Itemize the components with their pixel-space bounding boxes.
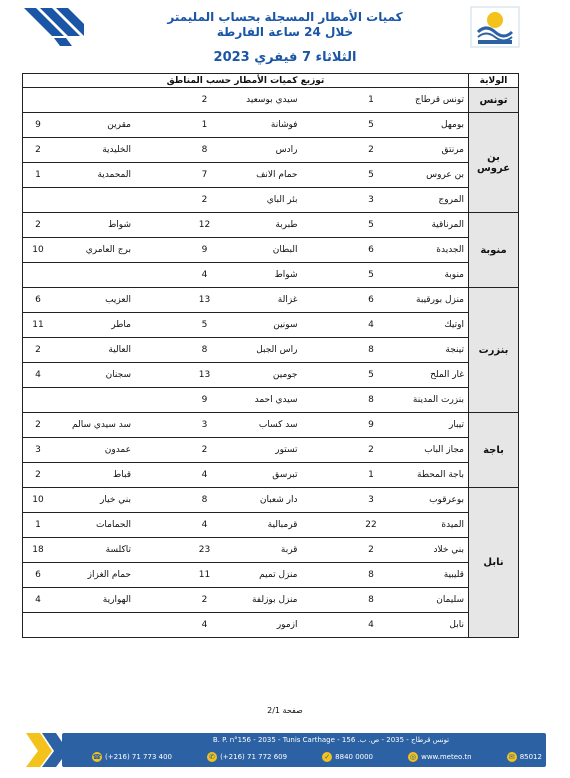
station-value: 6 (35, 295, 41, 305)
page-number: صفحة 2/1 (267, 706, 303, 715)
stations-cell (23, 138, 469, 163)
table-row (23, 113, 519, 138)
station-value: 2 (35, 420, 41, 430)
stations-cell (23, 188, 469, 213)
table-row (23, 313, 519, 338)
footer (26, 727, 546, 769)
title-line-2: خلال 24 ساعة الفارطة (216, 25, 354, 39)
table-row (23, 588, 519, 613)
station-name: سد سيدي سالم (71, 420, 131, 430)
station-value: 3 (201, 420, 208, 430)
station-name: بوعرقوب (429, 495, 464, 505)
station-name: منوبة (444, 270, 464, 280)
station-value: 6 (35, 570, 41, 580)
station-name: بومهل (441, 120, 464, 130)
station-name: عمدون (104, 445, 131, 455)
table-row (23, 188, 519, 213)
table-row (23, 388, 519, 413)
station-value: 8 (368, 595, 374, 605)
station-value: 13 (198, 295, 211, 305)
title-line-1: كميات الأمطار المسجلة بحساب المليمتر (167, 10, 403, 24)
station-value: 4 (368, 320, 374, 330)
station-value: 5 (368, 120, 374, 130)
table-row (23, 488, 519, 513)
wilaya-cell: نابل (469, 488, 519, 638)
station-value: 11 (32, 320, 44, 330)
stations-cell (23, 563, 469, 588)
footer-contact (207, 752, 287, 762)
station-value: 7 (201, 170, 208, 180)
station-value: 1 (35, 520, 41, 530)
station-value: 1 (35, 170, 41, 180)
stations-cell (23, 338, 469, 363)
footer-contact (507, 752, 542, 762)
stations-cell (23, 313, 469, 338)
stations-cell (23, 538, 469, 563)
table-row (23, 213, 519, 238)
footer-contact (322, 752, 373, 762)
station-value: 5 (201, 320, 208, 330)
station-value: 4 (201, 270, 208, 280)
station-name: دار شعبان (259, 495, 298, 505)
station-name: مقرين (107, 120, 131, 130)
station-value: 12 (198, 220, 211, 230)
station-value: 2 (201, 595, 208, 605)
station-value: 8 (201, 495, 208, 505)
station-name: أوتيك (444, 320, 464, 330)
station-value: 5 (368, 370, 374, 380)
stations-cell (23, 588, 469, 613)
station-name: مجاز الباب (424, 445, 464, 455)
station-name: منزل تميم (259, 570, 298, 580)
station-name: حمام الانف (256, 170, 298, 180)
station-name: برج العامري (85, 245, 131, 255)
station-value: 1 (201, 120, 208, 130)
wilaya-cell: باجة (469, 413, 519, 488)
station-value: 2 (368, 445, 374, 455)
station-value: 10 (32, 245, 44, 255)
station-name: المحمدية (97, 170, 131, 180)
stations-cell (23, 288, 469, 313)
footer-contact (92, 752, 172, 762)
station-name: الحمامات (95, 520, 131, 530)
stations-cell (23, 363, 469, 388)
station-name: تبرسق (272, 470, 298, 480)
stations-cell (23, 113, 469, 138)
station-name: المرناقية (431, 220, 464, 230)
station-name: تيبار (448, 420, 464, 430)
station-value: 4 (201, 470, 208, 480)
station-value: 3 (368, 195, 374, 205)
station-name: بني خلاد (433, 545, 464, 555)
station-value: 5 (368, 270, 374, 280)
stations-cell (23, 613, 469, 638)
stations-cell (23, 438, 469, 463)
table-row (23, 538, 519, 563)
station-value: 9 (201, 245, 208, 255)
table-row (23, 613, 519, 638)
station-name: بن عروس (426, 170, 464, 180)
station-name: طبربة (275, 220, 298, 230)
station-name: قربة (280, 545, 298, 555)
station-value: 3 (368, 495, 374, 505)
station-name: رادس (275, 145, 298, 155)
table-row (23, 338, 519, 363)
station-value: 9 (35, 120, 41, 130)
rainfall-table (22, 73, 519, 638)
station-name: سيدي أحمد (254, 395, 298, 405)
stations-cell (23, 213, 469, 238)
station-value: 4 (201, 620, 208, 630)
table-row (23, 413, 519, 438)
station-name: جومين (272, 370, 298, 380)
station-value: 4 (201, 520, 208, 530)
stations-cell (23, 238, 469, 263)
station-name: تاكلسة (105, 545, 131, 555)
station-value: 3 (35, 445, 41, 455)
column-header-wilaya: الولاية (469, 74, 519, 88)
station-name: شواط (274, 270, 298, 280)
wilaya-cell: منوبة (469, 213, 519, 288)
table-row (23, 513, 519, 538)
station-value: 6 (368, 245, 374, 255)
station-name: الجديدة (436, 245, 464, 255)
wilaya-cell: تونس (469, 88, 519, 113)
station-name: رأس الجبل (256, 345, 298, 355)
station-value: 10 (32, 495, 44, 505)
table-row (23, 438, 519, 463)
station-name: الخليدية (102, 145, 131, 155)
station-name: سونين (273, 320, 298, 330)
footer-contact (408, 752, 472, 762)
station-name: تستور (275, 445, 298, 455)
station-value: 8 (368, 395, 374, 405)
sms-icon: ✉ (507, 752, 517, 762)
table-row (23, 463, 519, 488)
footer-contact-text: 8840 0000 (335, 753, 374, 761)
station-name: منزل بورقيبة (416, 295, 464, 305)
station-name: بئر الباي (266, 195, 298, 205)
station-value: 6 (368, 295, 374, 305)
station-value: 4 (368, 620, 374, 630)
station-name: سليمان (436, 595, 464, 605)
station-name: قليبية (443, 570, 464, 580)
stations-cell (23, 163, 469, 188)
station-value: 2 (201, 445, 208, 455)
station-name: العالية (108, 345, 131, 355)
station-name: مرنتق (441, 145, 464, 155)
table-row (23, 238, 519, 263)
stations-cell (23, 388, 469, 413)
table-row (23, 363, 519, 388)
station-name: بنزرت المدينة (412, 395, 464, 405)
footer-contact-text: 85012 (519, 753, 542, 761)
green-number-icon: ✓ (322, 752, 332, 762)
station-name: سجنان (105, 370, 131, 380)
table-row (23, 88, 519, 113)
phone-icon: ☎ (92, 753, 102, 761)
footer-contact-text: www.meteo.tn (421, 753, 472, 761)
fax-icon: ✆ (207, 752, 217, 762)
station-name: تينجة (445, 345, 464, 355)
station-name: حمام الغزاز (87, 570, 131, 580)
table-row (23, 288, 519, 313)
station-name: قرمبالية (267, 520, 298, 530)
station-value: 9 (368, 420, 374, 430)
report-date: الثلاثاء 7 فيفري 2023 (213, 50, 357, 65)
column-header-distribution: توزيع كميات الأمطار حسب المناطق (23, 74, 469, 88)
station-name: فوشانة (270, 120, 298, 130)
station-value: 8 (201, 145, 208, 155)
stations-cell (23, 413, 469, 438)
station-value: 2 (368, 545, 374, 555)
station-value: 8 (368, 570, 374, 580)
stations-cell (23, 488, 469, 513)
station-value: 18 (32, 545, 44, 555)
station-value: 11 (198, 570, 211, 580)
station-value: 22 (365, 520, 377, 530)
stations-cell (23, 463, 469, 488)
stations-cell (23, 88, 469, 113)
station-value: 2 (368, 145, 374, 155)
table-row (23, 138, 519, 163)
station-name: العزيب (105, 295, 131, 305)
table-row (23, 263, 519, 288)
web-icon: ◎ (410, 753, 417, 761)
footer-contact-text: (+216) 71 773 400 (105, 753, 172, 761)
wilaya-cell: بن عروس (469, 113, 519, 213)
station-name: الهوارية (102, 595, 131, 605)
document-title (120, 10, 450, 40)
header-stripes-decoration (24, 8, 84, 46)
station-value: 2 (201, 95, 208, 105)
station-name: نابل (449, 620, 464, 630)
station-name: سد كساب (258, 420, 298, 430)
station-name: البطان (272, 245, 298, 255)
station-value: 5 (368, 220, 374, 230)
station-value: 2 (201, 195, 208, 205)
meteo-logo (470, 6, 520, 48)
station-name: الميدة (441, 520, 464, 530)
station-value: 23 (198, 545, 211, 555)
station-name: قباط (112, 470, 131, 480)
wilaya-cell: بنزرت (469, 288, 519, 413)
footer-address: B. P. n°156 - 2035 - Tunis Carthage - تونس قرطاج - 2035 - ص. ب. 156 (212, 736, 450, 744)
station-value: 4 (35, 595, 41, 605)
station-value: 2 (35, 470, 41, 480)
footer-contacts (92, 752, 542, 762)
station-value: 8 (201, 345, 208, 355)
stations-cell (23, 513, 469, 538)
station-name: منزل بوزلفة (251, 595, 298, 605)
station-value: 9 (201, 395, 208, 405)
station-name: بني خيار (100, 495, 131, 505)
station-name: المروج (438, 195, 464, 205)
station-name: تونس قرطاج (415, 95, 464, 105)
stations-cell (23, 263, 469, 288)
station-name: باجة المحطة (417, 470, 464, 480)
station-value: 5 (368, 170, 374, 180)
station-value: 8 (368, 345, 374, 355)
station-name: غزالة (277, 295, 298, 305)
station-value: 13 (198, 370, 211, 380)
station-value: 1 (368, 470, 374, 480)
station-value: 2 (35, 145, 41, 155)
station-name: أزمور (276, 620, 298, 630)
station-name: ماطر (111, 320, 131, 330)
footer-contact-text: (+216) 71 772 609 (220, 753, 288, 761)
station-name: شواط (107, 220, 131, 230)
table-row (23, 563, 519, 588)
station-value: 4 (35, 370, 41, 380)
station-value: 2 (35, 345, 41, 355)
station-value: 2 (35, 220, 41, 230)
station-name: غار الملح (430, 370, 464, 380)
station-name: سيدي بوسعيد (246, 95, 298, 105)
table-row (23, 163, 519, 188)
station-value: 1 (368, 95, 374, 105)
